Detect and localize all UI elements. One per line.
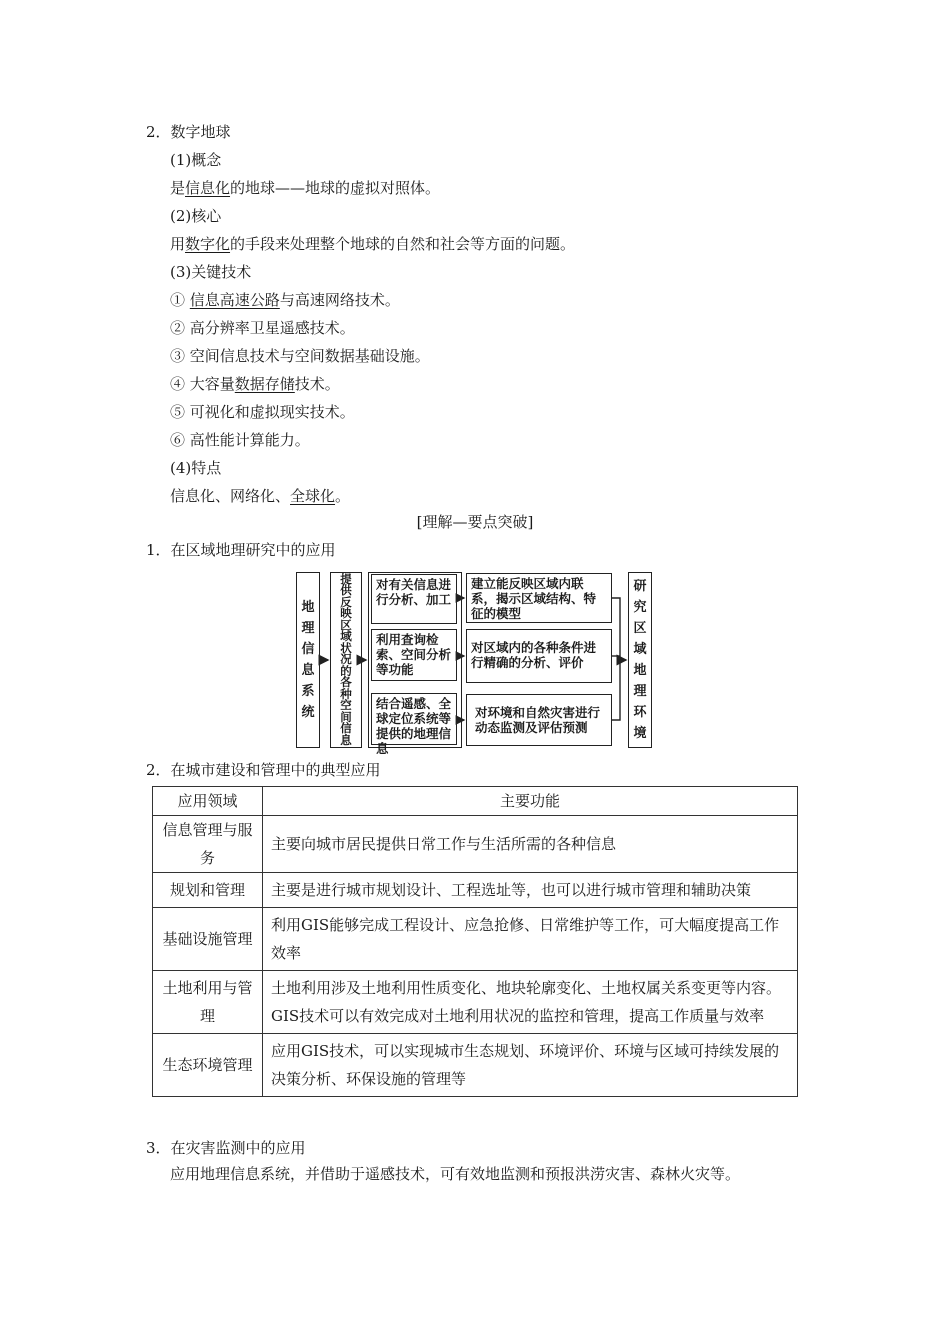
row-field <box>153 873 263 908</box>
provide-char: 映 <box>340 606 352 621</box>
row-field-text: 土地利用与管理 <box>162 979 253 1025</box>
evaluation-box: 对区域内的各种条件进行精确的分析、评价 <box>466 629 612 683</box>
provide-char: 间 <box>340 709 352 724</box>
core-underlined: 数字化 <box>185 235 231 253</box>
provide-char: 种 <box>340 686 352 701</box>
provide-char: 息 <box>340 732 352 747</box>
gis-char: 息 <box>301 663 315 678</box>
tech-item-2: ② 高分辨率卫星遥感技术。 <box>170 319 355 337</box>
tech4-post: 技术。 <box>294 375 340 393</box>
table-row <box>153 873 798 908</box>
tech-item-3: ③ 空间信息技术与空间数据基础设施。 <box>170 347 430 365</box>
row-function: 土地利用涉及土地利用性质变化、地块轮廓变化、土地权属关系变更等内容。GIS技术可以有效完成对土地利用状况的监控和管理，提高工作质量与效率 <box>263 971 798 1034</box>
app2-heading: 2．在城市建设和管理中的典型应用 <box>146 761 381 779</box>
study-char: 境 <box>633 726 647 741</box>
core-pre: 用 <box>170 235 186 253</box>
understand-title: [理解—要点突破] <box>416 513 534 531</box>
app3-heading: 3．在灾害监测中的应用 <box>146 1139 306 1157</box>
gis-char: 系 <box>301 684 315 699</box>
tech1-underlined: 信息高速公路 <box>189 291 280 309</box>
gis-char: 理 <box>301 621 315 636</box>
concept-pre: 是 <box>170 179 186 197</box>
row-field <box>153 816 263 873</box>
provide-char: 况 <box>340 652 352 667</box>
provide-char: 供 <box>340 583 352 598</box>
study-char: 环 <box>633 705 647 720</box>
row-field-text: 生态环境管理 <box>162 1056 253 1074</box>
model-box: 建立能反映区域内联系，揭示区域结构、特征的模型 <box>466 573 612 623</box>
provide-char: 域 <box>340 629 352 644</box>
tech-title: (3)关键技术 <box>170 263 252 281</box>
tech1-post: 与高速网络技术。 <box>279 291 400 309</box>
study-char: 究 <box>633 600 647 615</box>
row-field <box>153 971 263 1034</box>
provide-char: 各 <box>340 675 352 690</box>
row-function: 主要是进行城市规划设计、工程选址等，也可以进行城市管理和辅助决策 <box>263 873 798 908</box>
provide-char: 反 <box>340 594 352 609</box>
feature-post: 。 <box>335 487 351 505</box>
row-field <box>153 908 263 971</box>
tech4-pre: ④ 大容量 <box>170 375 235 393</box>
feature-underlined: 全球化 <box>290 487 336 505</box>
tech-item-6: ⑥ 高性能计算能力。 <box>170 431 310 449</box>
provide-char: 空 <box>340 698 352 713</box>
gis-char: 统 <box>301 705 315 720</box>
core-post: 的手段来处理整个地球的自然和社会等方面的问题。 <box>230 235 576 253</box>
gis-char: 地 <box>301 600 315 615</box>
provide-char: 的 <box>340 663 352 678</box>
app1-heading: 1．在区域地理研究中的应用 <box>146 541 336 559</box>
table-row <box>153 1034 798 1097</box>
core-title: (2)核心 <box>170 207 222 225</box>
header-field: 应用领域 <box>153 787 263 816</box>
study-char: 研 <box>633 579 647 594</box>
row-function: 主要向城市居民提供日常工作与生活所需的各种信息 <box>263 816 798 873</box>
provide-char: 信 <box>340 721 352 736</box>
city-applications-table <box>152 786 798 1097</box>
row-function: 利用GIS能够完成工程设计、应急抢修、日常维护等工作，可大幅度提高工作效率 <box>263 908 798 971</box>
feature-title: (4)特点 <box>170 459 222 477</box>
study-char: 区 <box>633 621 647 636</box>
provide-char: 提 <box>340 571 352 586</box>
concept-post: 的地球——地球的虚拟对照体。 <box>230 179 441 197</box>
study-char: 理 <box>633 684 647 699</box>
bracket-right <box>612 598 620 720</box>
gis-char: 信 <box>301 642 315 657</box>
tech1-pre: ① <box>170 291 186 309</box>
concept-underlined: 信息化 <box>185 179 231 197</box>
row-field-text: 规划和管理 <box>169 881 245 899</box>
row-field-text: 基础设施管理 <box>162 930 253 948</box>
table-header-row <box>153 787 798 816</box>
row-field-text: 信息管理与服务 <box>162 821 253 867</box>
analysis-box: 对有关信息进行分析、加工 <box>371 574 457 624</box>
tech4-underlined: 数据存储 <box>234 375 295 393</box>
monitoring-box: 对环境和自然灾害进行动态监测及评估预测 <box>466 694 612 746</box>
row-function: 应用GIS技术，可以实现城市生态规划、环境评价、环境与区域可持续发展的决策分析、环保设施的管理等 <box>263 1034 798 1097</box>
provide-char: 状 <box>340 640 352 655</box>
header-function: 主要功能 <box>263 787 798 816</box>
table-row <box>153 816 798 873</box>
section-heading-digital-earth: 2．数字地球 <box>146 123 231 141</box>
study-char: 域 <box>633 642 647 657</box>
provide-char: 区 <box>340 617 352 632</box>
query-box: 利用查询检索、空间分析等功能 <box>371 629 457 681</box>
concept-title: (1)概念 <box>170 151 222 169</box>
row-field <box>153 1034 263 1097</box>
feature-pre: 信息化、网络化、 <box>170 487 291 505</box>
tech-item-5: ⑤ 可视化和虚拟现实技术。 <box>170 403 355 421</box>
app3-text: 应用地理信息系统，并借助于遥感技术，可有效地监测和预报洪涝灾害、森林火灾等。 <box>170 1165 741 1183</box>
table-row <box>153 908 798 971</box>
rs-gps-box: 结合遥感、全球定位系统等提供的地理信息 <box>371 693 457 745</box>
table-row <box>153 971 798 1034</box>
study-char: 地 <box>633 663 647 678</box>
